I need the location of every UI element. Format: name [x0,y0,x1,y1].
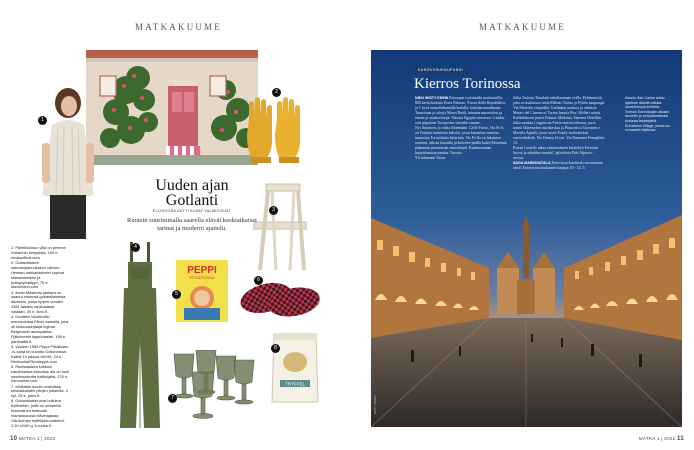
caption-item: 8. Gotlantilaiset ovat hulluina tryffeleihin, joille on omistettu kokonainen festivaali marraskuussa elävinajasaa. Gärdschips tryffelipierunatuted, 3,10 e/150 g, k-ruoka.fi. [11,398,65,428]
caption-item: 7. Idhildatin muoto moikottaa keskiaikaisten pitojen pikareita, 4 kpl, 25 e, jotex.fi. [11,383,68,399]
para-text: Euroopan ruotinnalla markaiseilla, 800 kerholuokista Porta Palazzo, Piazza della Repubblica, ja 1 hyvä tunnollakanuilla kadulla, taiteilan maailmaan. Tanssitaan jo tuhoja Musei Reali, tutustua museoiden ja tämän ja asiakorimoja. Tutustu Egyptin museoon. Lisäksi voit piipahtaa Torinoonin vieraille tamme. [415,96,506,125]
right-article-title: Kierros Torinossa [414,76,521,92]
left-byline: ELLINOORA AUTTI KUVAT VALMISTAJAT [152,209,232,213]
caption-item: 5. Vuoden 1969 Peppi Pitkätossu -tv-sarja on kuvattu Gotlannissa. Kaikki 13 jaksoa dvd:llä, 24 e, filmihuckleFilmateppa.com. [11,343,69,364]
product-captions [11,246,69,429]
para-text: Jatka matkaa Lingottoon Fiatin entisen tehtaan, jossa toimii lihjeenyhte ostoskeskus ja Pinacoteca Giovanni e Marella Agnelli, jossa myös Eataly-ruokakeskus ostosviihdettä. Via Ormea 14 tiet. Via Ermanno Fenoglietti 12. [513,121,605,145]
caption-item: 4. Kuvittele käveleväsi merenrantaa Fårön saarella, joka oli elokuvaohjaaja Ingmar Bergmanin asuinpaikka. Fjällrävenin lappuhaalari, 199 e, partioaitta.fi. [11,314,69,344]
body-column-1 [415,96,507,161]
left-article-title [132,178,252,208]
para-text: Euroviisut kotoisesti suvaittuunn tämä. Eurovision kaukainen kaapua 10 - 14. 5. [513,161,603,170]
svg-text:PEPPI: PEPPI [187,265,217,276]
folio-right-magazine: MATKA 1 | 2022 [638,436,676,441]
folio-left [10,436,55,442]
caption-item: 3. Ikean Mästerby-jakkara on saanut nimensä gotlantilaisesta alueesta, jossa kylpee vuoden 1381 taistelu tanskalaisia vastaan, 30 e, ikea.fi. [11,289,66,315]
para-text: Nyt ihmiseen, jo valaa lähtemään. Caffè Fiorio, Via Po 8, on Torinon tunnetuin kahvila, jossa kannattaa maistaa tunnettua Torinolaista bicerinia. Via Po:lla on lukuisten osoiteet. Jaksaa lomailla ja kaivelee päällä kuten Monolani päämmän perusterien sinivehmeä. Kauhusomaan harjoittamista nauttia. Tavoita. [415,126,507,155]
para-text: Piazza Castello alkaa ensimmäinen käsiteltyä Ferrariin luovat ja tuhotkin sanoisi!, jalotoksia Palo Alpinoa - arvosa. [513,146,599,160]
item-badge-5: 5 [172,290,181,299]
para-lead: SAGA MARIGNATALA [513,161,551,165]
caption-item: 1. Palmikkoidun villa on perinne Gotlannin lampaista, 164 e, newlouffical.com. [11,245,66,260]
article-kicker: EUROVIISUKAUPUNKI [415,67,466,73]
green-goblets-photo [170,350,256,420]
item-badge-4: 4 [131,243,140,252]
para-text: Jatka Torinon Tiinalahi sukellaamaan ovilla. Pyhimmisiä, joka on kuuluisan ristiä Milano-Torino ja Pyhän kaupungit Via Morettin ympäriltä. Gotlannin jouluna ja vetkasta Museo del Cinema of Torino Inesita Pier, Mölleri seinät. Kielkelainein juuret Palazzo Madama, Sanoma Hotelliin. [513,96,605,120]
caption-item: 2. Gotlantilaisen sahramipannukakun värisen Hestran nahkakäsineet sopivat rakastamiseen ja polkupyöräilyyn, 75 e, stockmann.com. [11,259,65,290]
title-line-1: Uuden ajan [155,177,229,194]
body-column-2 [513,96,605,171]
checkered-slippers-photo [238,272,320,322]
section-head-right: MATKAKUUME [479,22,566,32]
folio-right [639,436,684,442]
item-badge-3: 3 [269,206,278,215]
para-lead: NÄIN IHISTY ENSIN [415,96,449,100]
green-overalls-photo [118,242,162,432]
para-text: Yli tuhannen Tussa. [415,156,447,160]
item-badge-2: 2 [272,88,281,97]
title-line-2: Gotlanti [165,192,219,209]
caption-item: 6. Ruotsalaisen kirkkoni kaudeksissa kasvatus ala on tuoli sienimaalautta hallitsijalta, 129 e, homuwear.com. [11,363,69,384]
item-badge-6: 6 [254,276,263,285]
peppi-dvd-photo [176,260,228,322]
section-head-left: MATKAKUUME [135,22,222,32]
item-badge-7: 7 [168,394,177,403]
side-note: Kaunis San Carlon aukio sijaitsee lähellä kaikkia tunnetuimpia kohteita. Torinon Euroviisujen aikaan tunnettu ja pohjoismaiseksi korkeaa festaripiiriä. Eurovision Village, joissa on runsaasti ohjelmaa. [625,96,670,133]
truffle-chips-bag-photo [270,330,320,406]
left-deck: Ruotsin suurimmalla saarella elävät keskiaikaiset tarinat ja moderni ajattelu. [126,217,257,232]
woman-wool-sweater-photo [28,85,108,245]
svg-text:PITKÄTOSSU: PITKÄTOSSU [189,275,215,280]
folio-left-magazine: MATKA 1 | 2022 [18,436,56,441]
gotland-house-photo [86,50,258,165]
photo-credit: GETTY IMAGES [374,395,377,415]
item-badge-8: 8 [271,344,280,353]
folio-right-number: 11 [677,436,684,442]
yellow-leather-gloves-photo [243,95,307,167]
folio-left-number: 10 [10,436,18,442]
svg-text:TRYFFEL: TRYFFEL [285,381,305,387]
item-badge-1: 1 [38,116,47,125]
